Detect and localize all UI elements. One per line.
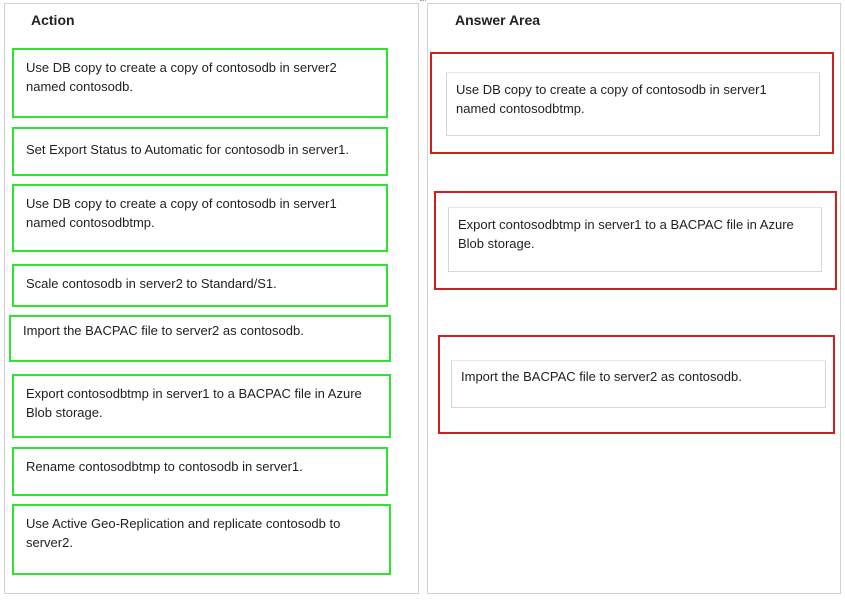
answer-area-title: Answer Area	[455, 12, 541, 28]
action-item-3[interactable]: Use DB copy to create a copy of contosodb in server1 named contosodbtmp.	[12, 184, 388, 252]
answer-item-3[interactable]: Import the BACPAC file to server2 as contosodb.	[451, 360, 826, 408]
panel-separator-dots	[420, 0, 426, 3]
answer-item-2[interactable]: Export contosodbtmp in server1 to a BACPAC file in Azure Blob storage.	[448, 207, 822, 272]
action-item-2[interactable]: Set Export Status to Automatic for contosodb in server1.	[12, 127, 388, 176]
action-item-7[interactable]: Rename contosodbtmp to contosodb in server1.	[12, 447, 388, 496]
action-item-1[interactable]: Use DB copy to create a copy of contosodb in server2 named contosodb.	[12, 48, 388, 118]
answer-item-1[interactable]: Use DB copy to create a copy of contosodb in server1 named contosodbtmp.	[446, 72, 820, 136]
action-item-5[interactable]: Import the BACPAC file to server2 as contosodb.	[9, 315, 391, 362]
action-item-8[interactable]: Use Active Geo-Replication and replicate contosodb to server2.	[12, 504, 391, 575]
action-item-6[interactable]: Export contosodbtmp in server1 to a BACPAC file in Azure Blob storage.	[12, 374, 391, 438]
action-item-4[interactable]: Scale contosodb in server2 to Standard/S1.	[12, 264, 388, 307]
action-panel-title: Action	[31, 12, 75, 28]
